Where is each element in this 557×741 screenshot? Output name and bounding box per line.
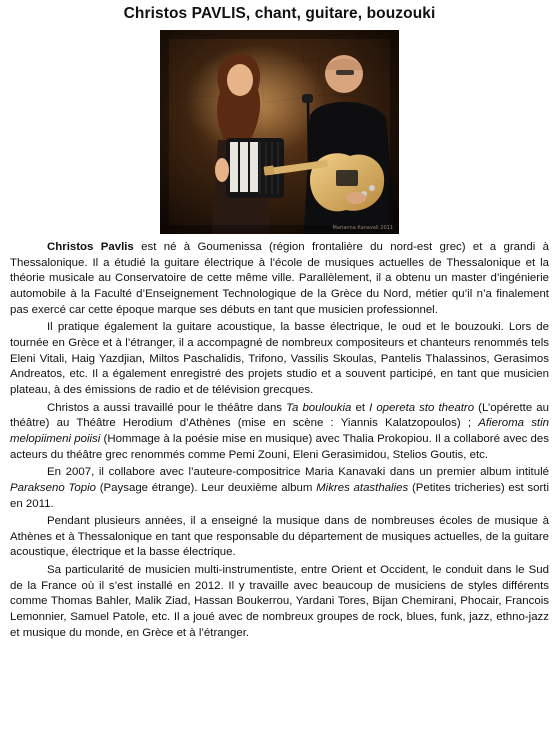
musicians-photo-image	[160, 30, 399, 234]
text-run: Sa particularité de musicien multi-instrumentiste, entre Orient et Occident, le conduit dans le Sud de la France où il s’est installé en 2012. Il y travaille avec beaucoup de musiciens de styles différents comme Thomas Bahler, Malik Ziad, Hassan Boukerrou, Yardani Tores, Bijan Chemirani, Phocair, Francois Lemonnier, Samuel Patole, etc. Il a joué avec de nombreux groupes de rock, blues, funk, jazz, ethno-jazz et musique du monde, en Grèce et à l’étranger.	[10, 564, 549, 639]
text-run: Il pratique également la guitare acoustique, la basse électrique, le oud et le bouzouki. Lors de tournée en Grèce et à l’étranger, il a accompagné de nombreux compositeurs et chanteurs renommés tels Eleni Vitali, Haig Yazdjian, Miltos Paschalidis, Trifono, Vassilis Skoulas, Pantelis Thalassinos, Gerasimos Andreatos, etc. Il a également enregistré des projets studio et a souvent participé, en tant que musicien plateau, à des émissions de radio et de télévision grecques.	[10, 321, 549, 396]
text-run: (Petites tricheries) est sorti en 2011.	[10, 481, 549, 510]
biography-text	[10, 240, 549, 641]
musicians-photo	[160, 30, 399, 234]
italic-title: Parakseno Topio	[10, 481, 96, 494]
text-run: et	[351, 401, 370, 414]
page-title: Christos PAVLIS, chant, guitare, bouzouki	[123, 5, 436, 22]
text-run: En 2007, il collabore avec l’auteure-compositrice Maria Kanavaki dans un premier album intitulé	[47, 466, 549, 479]
bold-text: Christos Pavlis	[47, 241, 134, 253]
italic-title: Afieroma stin melopiimeni poiisi	[10, 417, 549, 445]
bio-paragraph-1	[10, 240, 549, 318]
italic-title: Mikres atasthalies	[316, 481, 409, 494]
bio-paragraph-3	[10, 401, 549, 464]
photo-credit: Marianna Kanaveli 2011	[332, 225, 393, 231]
text-run: (Paysage étrange). Leur deuxième album	[95, 481, 317, 494]
text-run: est né à Goumenissa (région frontalière du nord-est grec) et a grandi à Thessalonique. Il a étudié la guitare électrique à l’école de musiques actuelles de Thessalonique et la théorie musicale au Conservatoire de cette même ville. Parallèlement, il a obtenu un master d’ingénierie automobile à la Faculté d’Enseignement Technologique de la Grèce du Nord, métier qu’il n’a finalement pas exercé car cette époque marque ses débuts en tant que musicien professionnel.	[10, 241, 549, 316]
text-run: Pendant plusieurs années, il a enseigné la musique dans de nombreuses écoles de musique à Athènes et à Thessalonique en tant que responsable du département de musiques actuelles, de la guitare acoustique, électrique et la basse électrique.	[10, 515, 549, 559]
italic-title: I opereta sto theatro	[369, 401, 475, 414]
italic-title: Ta bouloukia	[286, 401, 352, 414]
text-run: Christos a aussi travaillé pour le théâtre dans	[47, 401, 287, 414]
bio-paragraph-6	[10, 563, 549, 641]
text-run: (L’opérette au théâtre) au Théâtre Herodium d’Athènes (mise en scène : Yiannis Kalatzopoulos) ;	[10, 401, 549, 430]
bio-paragraph-5	[10, 514, 549, 561]
text-run: (Hommage à la poésie mise en musique) avec Thalia Prokopiou. Il a collaboré avec des acteurs du théâtre grec renommés comme Pemi Zouni, Eleni Gerasimidou, Stelios Goutis, etc.	[10, 432, 549, 461]
bio-paragraph-4	[10, 465, 549, 512]
bio-paragraph-2	[10, 320, 549, 398]
